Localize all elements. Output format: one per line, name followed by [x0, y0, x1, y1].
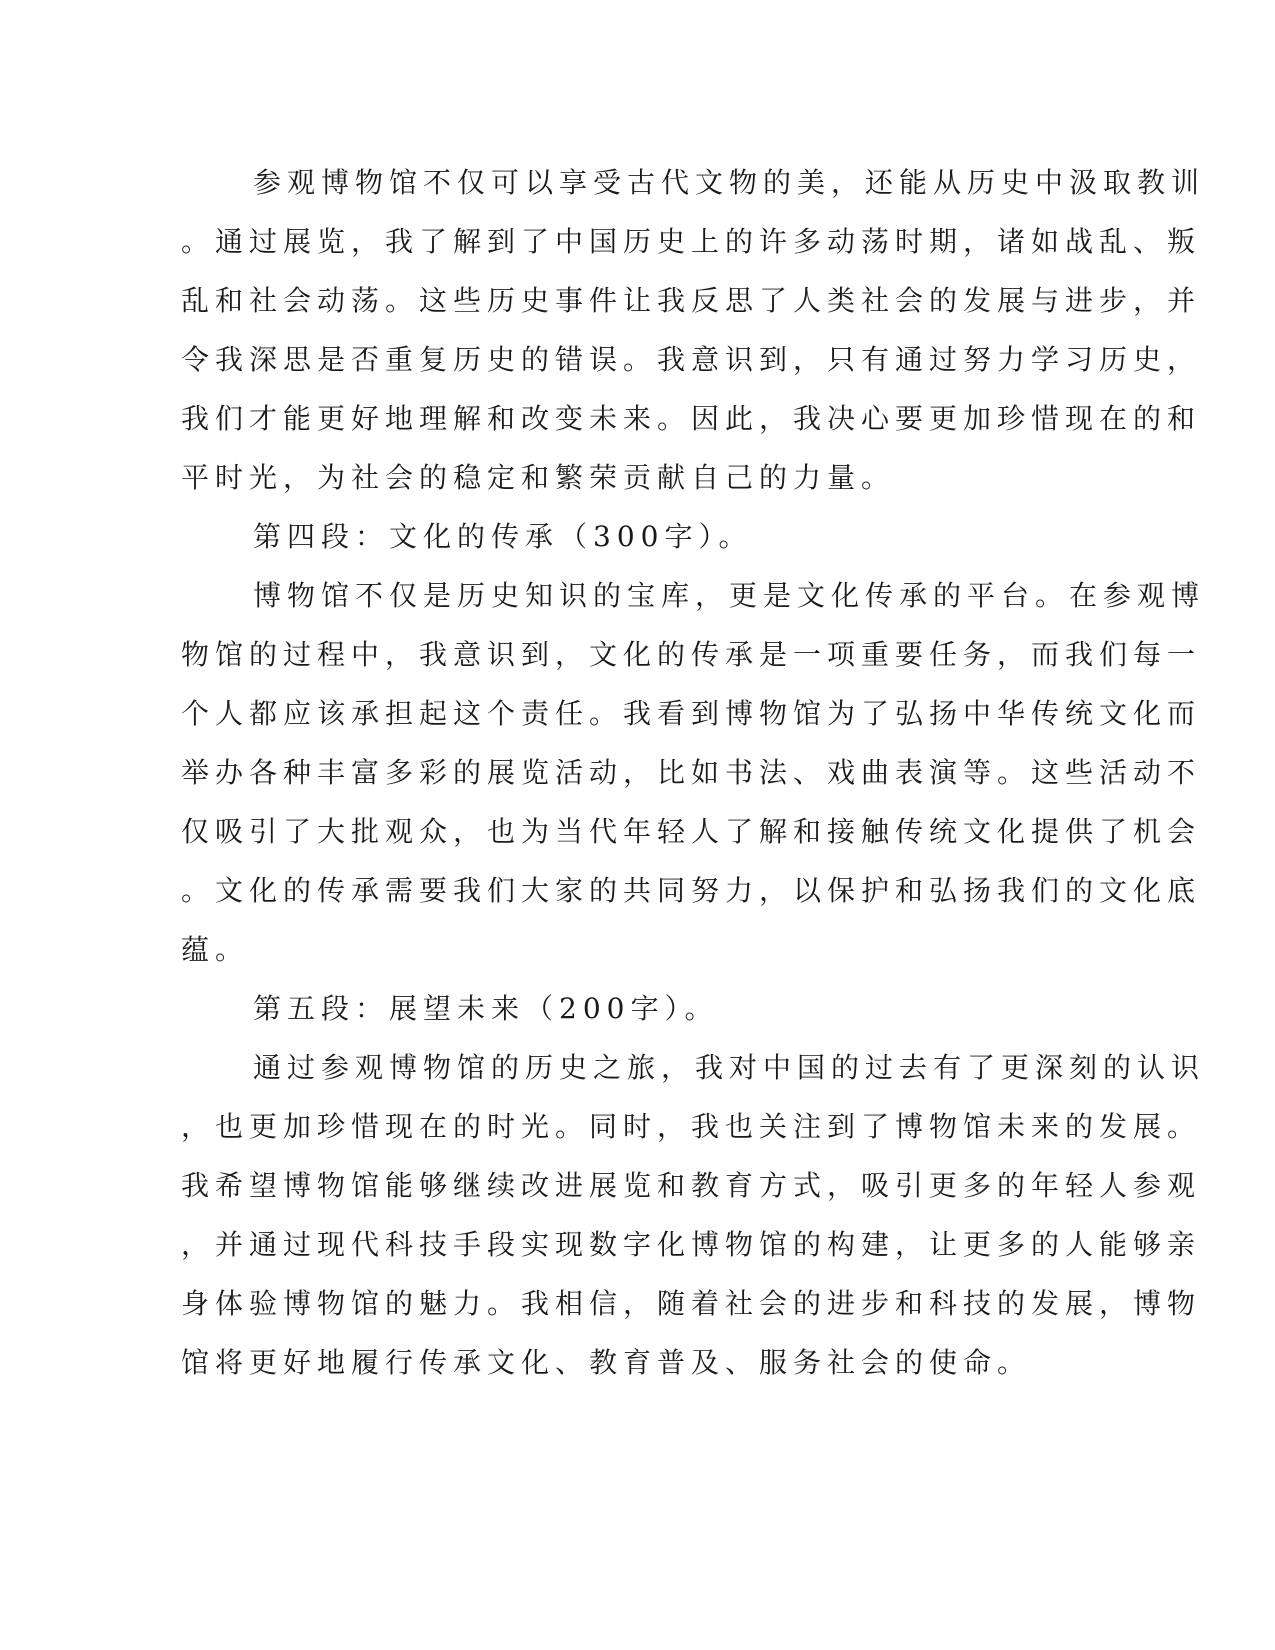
paragraph-1-line-4: 令我深思是否重复历史的错误。我意识到，只有通过努力学习历史，: [181, 343, 1202, 376]
paragraph-1-line-3: 乱和社会动荡。这些历史事件让我反思了人类社会的发展与进步，并: [181, 284, 1202, 317]
section-heading-5: 第五段：展望未来（200字）。: [253, 992, 719, 1025]
paragraph-3-line-3: 我希望博物馆能够继续改进展览和教育方式，吸引更多的年轻人参观: [181, 1169, 1202, 1202]
paragraph-2-line-7: 蕴。: [181, 933, 250, 966]
paragraph-1-line-1: 参观博物馆不仅可以享受古代文物的美，还能从历史中汲取教训: [253, 166, 1206, 199]
paragraph-1-line-2: 。通过展览，我了解到了中国历史上的许多动荡时期，诸如战乱、叛: [181, 225, 1202, 258]
paragraph-1-line-5: 我们才能更好地理解和改变未来。因此，我决心要更加珍惜现在的和: [181, 402, 1202, 435]
paragraph-3-line-1: 通过参观博物馆的历史之旅，我对中国的过去有了更深刻的认识: [253, 1051, 1206, 1084]
paragraph-2-line-6: 。文化的传承需要我们大家的共同努力，以保护和弘扬我们的文化底: [181, 874, 1202, 907]
paragraph-2-line-2: 物馆的过程中，我意识到，文化的传承是一项重要任务，而我们每一: [181, 638, 1202, 671]
paragraph-1-line-6: 平时光，为社会的稳定和繁荣贡献自己的力量。: [181, 461, 896, 494]
paragraph-2-line-1: 博物馆不仅是历史知识的宝库，更是文化传承的平台。在参观博: [253, 579, 1206, 612]
paragraph-3-line-6: 馆将更好地履行传承文化、教育普及、服务社会的使命。: [181, 1346, 1032, 1379]
section-heading-4: 第四段：文化的传承（300字）。: [253, 520, 753, 553]
paragraph-2-line-4: 举办各种丰富多彩的展览活动，比如书法、戏曲表演等。这些活动不: [181, 756, 1202, 789]
paragraph-2-line-3: 个人都应该承担起这个责任。我看到博物馆为了弘扬中华传统文化而: [181, 697, 1202, 730]
paragraph-3-line-4: ，并通过现代科技手段实现数字化博物馆的构建，让更多的人能够亲: [181, 1228, 1202, 1261]
paragraph-3-line-5: 身体验博物馆的魅力。我相信，随着社会的进步和科技的发展，博物: [181, 1287, 1202, 1320]
paragraph-2-line-5: 仅吸引了大批观众，也为当代年轻人了解和接触传统文化提供了机会: [181, 815, 1202, 848]
paragraph-3-line-2: ，也更加珍惜现在的时光。同时，我也关注到了博物馆未来的发展。: [181, 1110, 1202, 1143]
